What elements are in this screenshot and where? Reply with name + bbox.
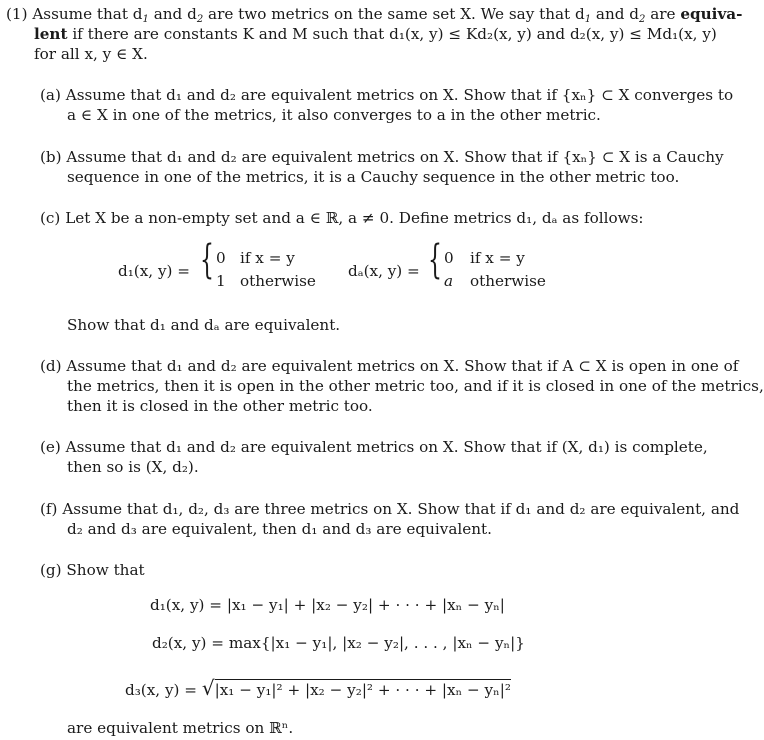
part-g-label: (g) [40, 561, 62, 579]
part-c-line-1: (c) Let X be a non-empty set and a ∈ ℝ, a ≠ 0. Define metrics d₁, dₐ as follows: [40, 209, 644, 227]
part-f-line-1: (f) Assume that d₁, d₂, d₃ are three metrics on X. Show that if d₁ and d₂ are equivalent, and [40, 500, 740, 518]
part-g-line-1: (g) Show that [40, 561, 145, 579]
problem-intro-line-3: for all x, y ∈ X. [34, 45, 148, 63]
part-c-label: (c) [40, 209, 61, 227]
da-lhs: dₐ(x, y) = [348, 262, 420, 280]
part-b-line-2: sequence in one of the metrics, it is a Cauchy sequence in the other metric too. [67, 168, 680, 186]
problem-number: (1) [6, 5, 28, 23]
part-a-line-1: (a) Assume that d₁ and d₂ are equivalent metrics on X. Show that if {xₙ} ⊂ X converges to [40, 86, 734, 104]
equivalent-term-part1: equiva- [680, 5, 743, 23]
part-f-line-2: d₂ and d₃ are equivalent, then d₁ and d₃ are equivalent. [67, 520, 492, 538]
equation-d3: d₃(x, y) = √|x₁ − y₁|² + |x₂ − y₂|² + · · · + |xₙ − yₙ|² [125, 676, 511, 700]
part-c-line-2: Show that d₁ and dₐ are equivalent. [67, 316, 341, 334]
da-case1-condition: if x = y [470, 249, 525, 267]
d1-lhs: d₁(x, y) = [118, 262, 191, 280]
equation-d2: d₂(x, y) = max{|x₁ − y₁|, |x₂ − y₂|, . . . , |xₙ − yₙ|} [152, 634, 525, 652]
part-g-line-2: are equivalent metrics on ℝⁿ. [67, 719, 294, 737]
problem-intro-line-1: (1) Assume that $d_1$ and $d_2$ are two metrics on the same set X. We say that $d_1$ and $d_2$ are equiva- [6, 5, 743, 25]
part-a-line-2: a ∈ X in one of the metrics, it also converges to a in the other metric. [67, 106, 601, 124]
da-case2-condition: otherwise [470, 272, 546, 290]
sqrt-sign: √ [201, 676, 215, 700]
d1-case2-value: 1 [216, 272, 226, 290]
d1-case1-value: 0 [216, 249, 226, 267]
part-a-label: (a) [40, 86, 61, 104]
part-b-line-1: (b) Assume that d₁ and d₂ are equivalent metrics on X. Show that if {xₙ} ⊂ X is a Cauchy [40, 148, 724, 166]
sqrt-radicand: |x₁ − y₁|² + |x₂ − y₂|² + · · · + |xₙ − yₙ|² [214, 681, 511, 699]
da-case1-value: 0 [444, 249, 454, 267]
part-d-line-2: the metrics, then it is open in the other metric too, and if it is closed in one of the metrics, [67, 377, 764, 395]
da-brace: { [428, 237, 442, 283]
part-d-line-1: (d) Assume that d₁ and d₂ are equivalent metrics on X. Show that if A ⊂ X is open in one of [40, 357, 739, 375]
problem-intro-line-2: lent if there are constants K and M such that d₁(x, y) ≤ Kd₂(x, y) and d₂(x, y) ≤ Md₁(x, y) [34, 25, 717, 43]
part-d-label: (d) [40, 357, 62, 375]
d1-case1-condition: if x = y [240, 249, 295, 267]
equivalent-term-part2: lent [34, 25, 68, 43]
part-b-label: (b) [40, 148, 62, 166]
part-d-line-3: then it is closed in the other metric too. [67, 397, 373, 415]
equation-d1: d₁(x, y) = |x₁ − y₁| + |x₂ − y₂| + · · · + |xₙ − yₙ| [150, 596, 505, 614]
part-e-label: (e) [40, 438, 61, 456]
da-case2-value: a [444, 272, 454, 290]
part-e-line-1: (e) Assume that d₁ and d₂ are equivalent metrics on X. Show that if (X, d₁) is complete, [40, 438, 708, 456]
d1-brace: { [200, 237, 214, 283]
part-f-label: (f) [40, 500, 58, 518]
d1-case2-condition: otherwise [240, 272, 316, 290]
part-e-line-2: then so is (X, d₂). [67, 458, 199, 476]
